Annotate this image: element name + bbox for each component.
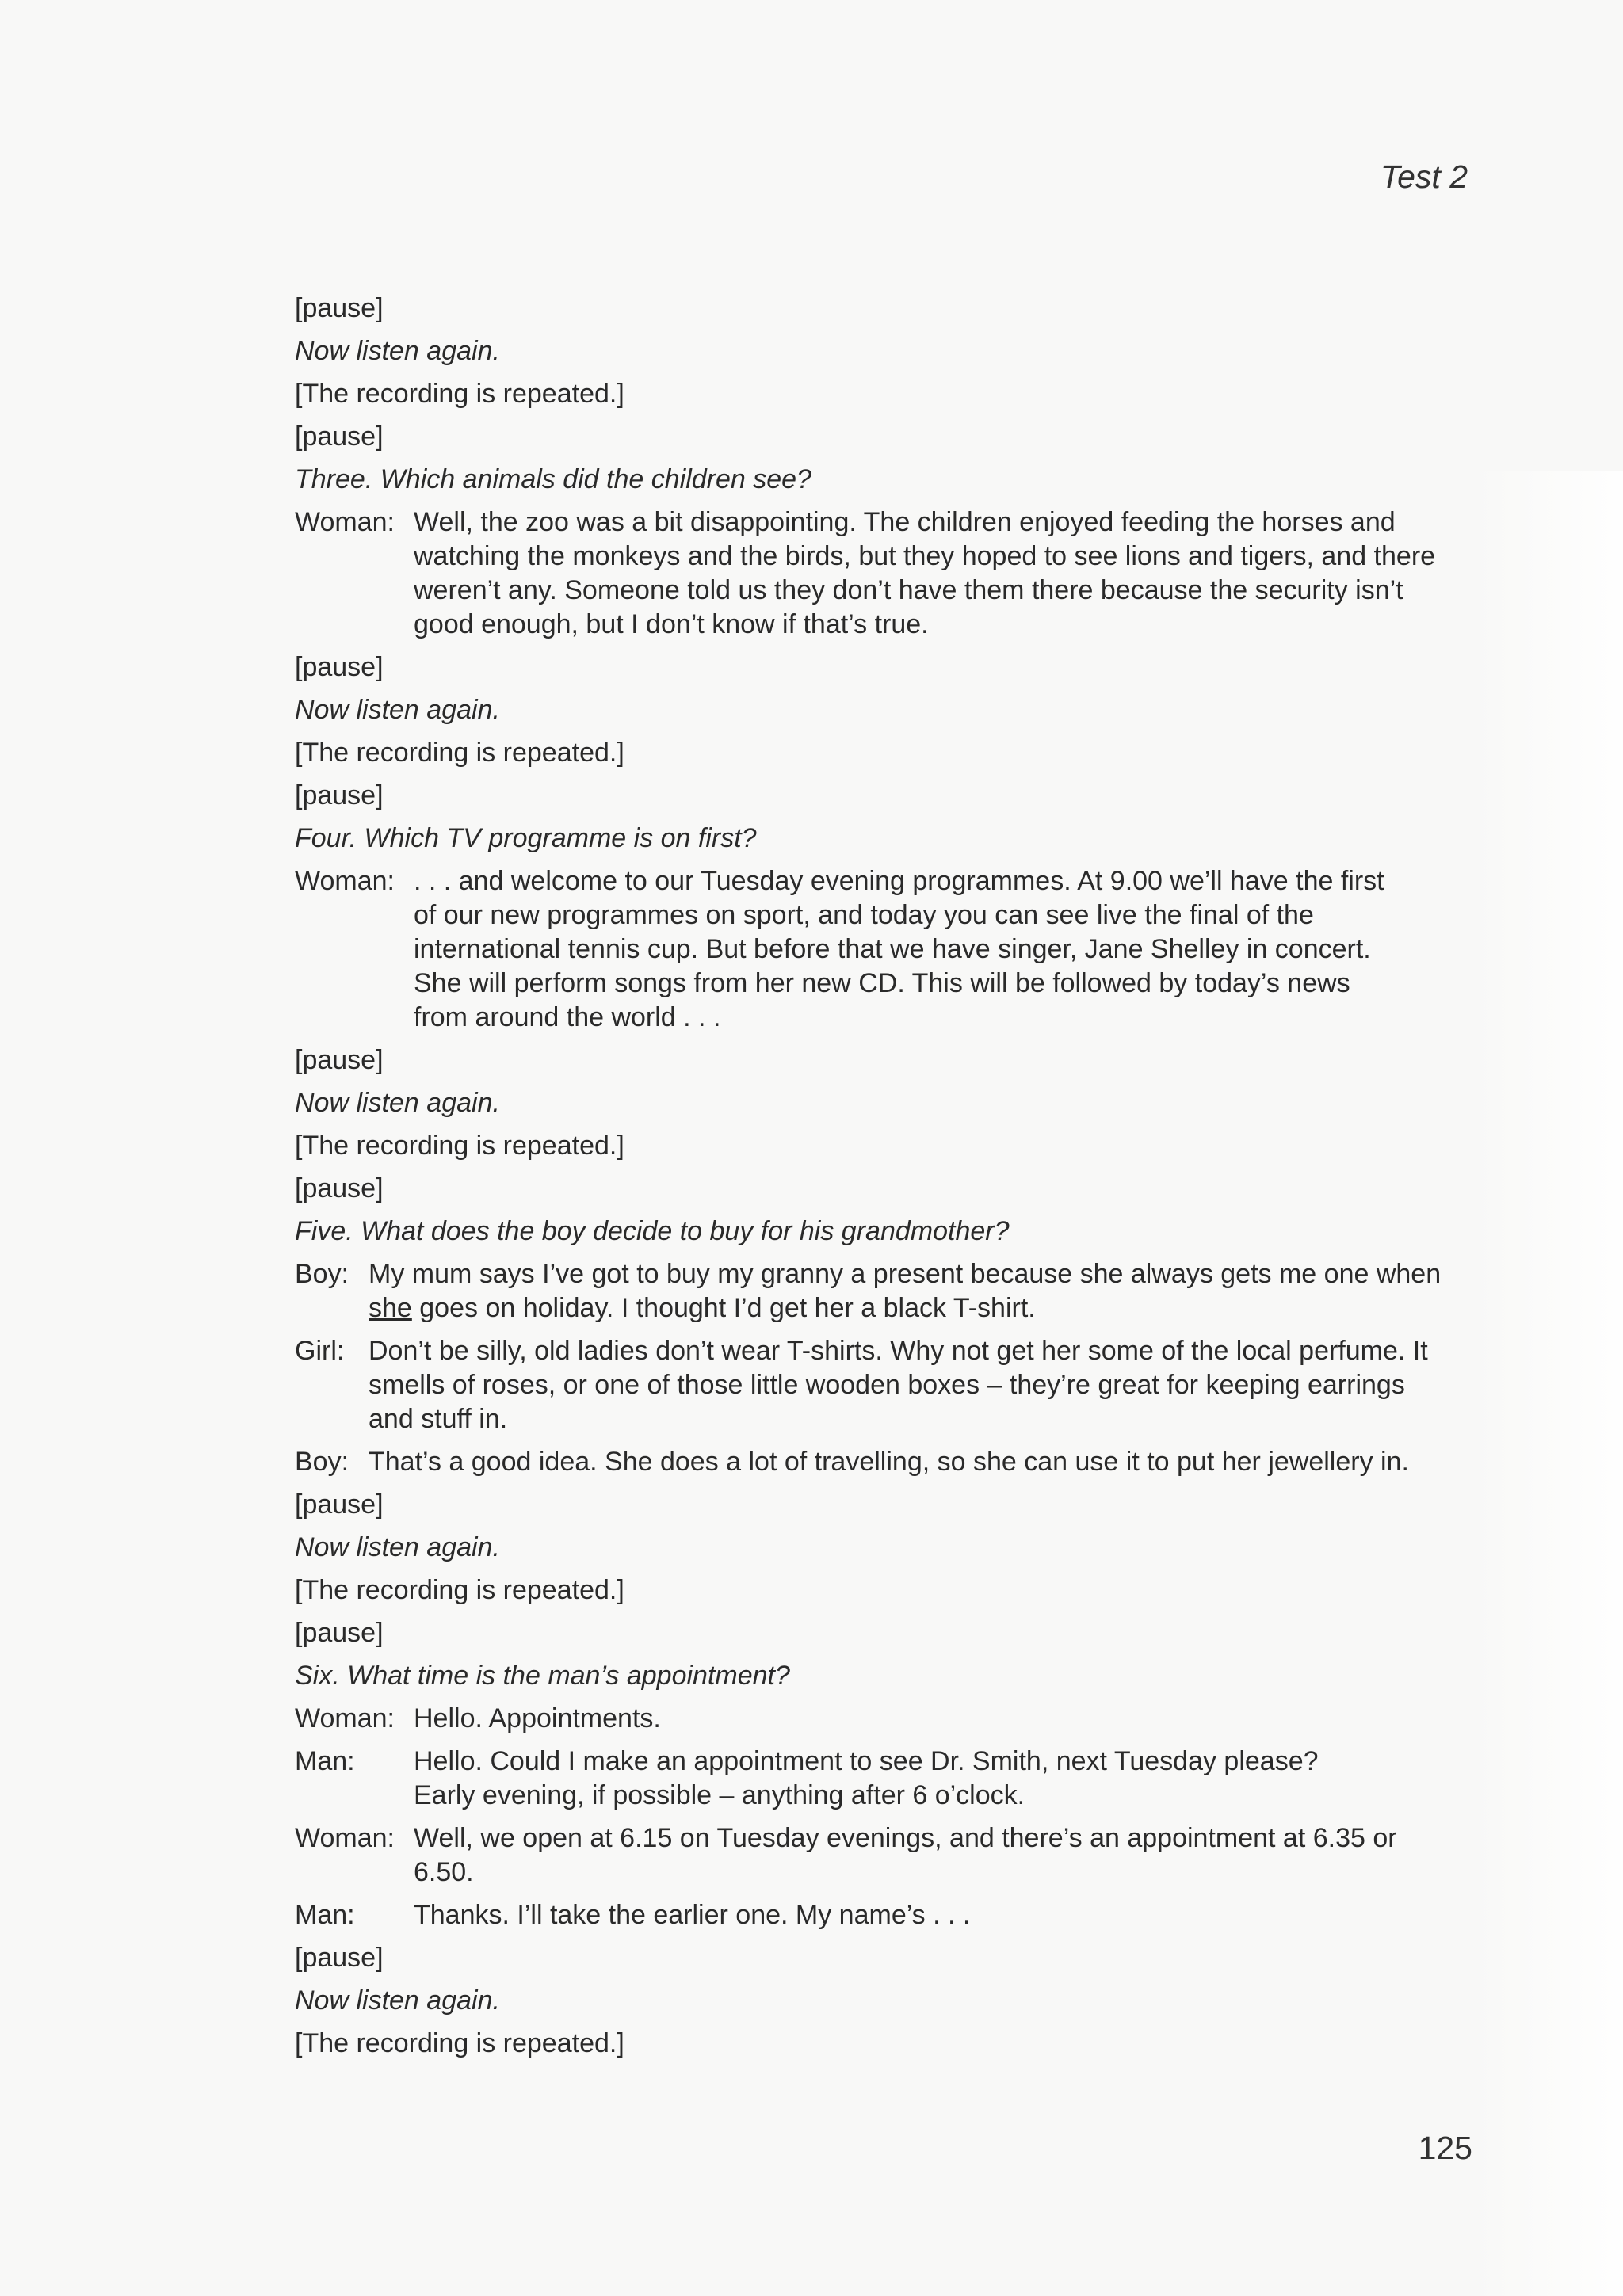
question-four: Four. Which TV programme is on first? bbox=[295, 823, 757, 853]
speech-line: smells of roses, or one of those little wooden boxes – they’re great for keeping earrings bbox=[369, 1370, 1405, 1400]
listen-again: Now listen again. bbox=[295, 695, 500, 725]
pause-marker: [pause] bbox=[295, 1943, 384, 1973]
recording-repeated: [The recording is repeated.] bbox=[295, 2028, 624, 2058]
speech-line: Hello. Appointments. bbox=[414, 1703, 661, 1733]
speaker-label: Woman: bbox=[295, 866, 395, 896]
speech-line-rest: goes on holiday. I thought I’d get her a black T-shirt. bbox=[411, 1293, 1036, 1323]
speech-text bbox=[414, 1821, 1480, 1890]
speech-line: Early evening, if possible – anything after 6 o’clock. bbox=[414, 1780, 1025, 1810]
speech-line: My mum says I’ve got to buy my granny a present because she always gets me one when bbox=[369, 1259, 1442, 1289]
dialogue-line bbox=[295, 505, 1480, 642]
speech-text bbox=[414, 1745, 1480, 1813]
dialogue-line bbox=[295, 1702, 1480, 1736]
speech-line: weren’t any. Someone told us they don’t have them there because the security isn’t bbox=[414, 575, 1403, 605]
speech-line: Thanks. I’ll take the earlier one. My name’s . . . bbox=[414, 1900, 971, 1930]
pause-marker: [pause] bbox=[295, 1173, 384, 1203]
speaker-label: Woman: bbox=[295, 1703, 395, 1733]
dialogue-line bbox=[295, 1445, 1480, 1479]
speech-line: She will perform songs from her new CD. This will be followed by today’s news bbox=[414, 968, 1350, 998]
listen-again: Now listen again. bbox=[295, 1985, 500, 2016]
speaker-label: Boy: bbox=[295, 1447, 349, 1477]
listen-again: Now listen again. bbox=[295, 1532, 500, 1562]
speech-line: good enough, but I don’t know if that’s true. bbox=[414, 609, 929, 639]
recording-repeated: [The recording is repeated.] bbox=[295, 1131, 624, 1161]
dialogue-line bbox=[295, 1898, 1480, 1932]
dialogue-line bbox=[295, 864, 1480, 1035]
speaker-label: Man: bbox=[295, 1900, 355, 1930]
pause-marker: [pause] bbox=[295, 1045, 384, 1075]
dialogue-line bbox=[295, 1334, 1480, 1436]
page-number: 125 bbox=[1418, 2130, 1472, 2166]
speech-text bbox=[414, 1898, 1480, 1932]
speech-text bbox=[369, 1334, 1480, 1436]
scan-shading bbox=[1472, 471, 1623, 2296]
speech-text bbox=[414, 505, 1480, 642]
speech-line: international tennis cup. But before that we have singer, Jane Shelley in concert. bbox=[414, 934, 1371, 964]
speech-line: watching the monkeys and the birds, but they hoped to see lions and tigers, and there bbox=[414, 541, 1436, 571]
pause-marker: [pause] bbox=[295, 1618, 384, 1648]
speech-line: Don’t be silly, old ladies don’t wear T-shirts. Why not get her some of the local perfume. It bbox=[369, 1336, 1428, 1366]
speech-line: of our new programmes on sport, and today you can see live the final of the bbox=[414, 900, 1314, 930]
speaker-label: Man: bbox=[295, 1746, 355, 1776]
speech-line: . . . and welcome to our Tuesday evening programmes. At 9.00 we’ll have the first bbox=[414, 866, 1384, 896]
speech-line: 6.50. bbox=[414, 1857, 474, 1887]
pause-marker: [pause] bbox=[295, 421, 384, 452]
speaker-label: Woman: bbox=[295, 1823, 395, 1853]
recording-repeated: [The recording is repeated.] bbox=[295, 1575, 624, 1605]
dialogue-line bbox=[295, 1745, 1480, 1813]
recording-repeated: [The recording is repeated.] bbox=[295, 379, 624, 409]
pause-marker: [pause] bbox=[295, 293, 384, 323]
pause-marker: [pause] bbox=[295, 780, 384, 810]
speech-line bbox=[369, 1291, 1480, 1325]
dialogue-line bbox=[295, 1821, 1480, 1890]
speaker-label: Girl: bbox=[295, 1336, 345, 1366]
speech-text bbox=[369, 1445, 1480, 1479]
transcript-body bbox=[295, 292, 1480, 2069]
speech-line: Hello. Could I make an appointment to see Dr. Smith, next Tuesday please? bbox=[414, 1746, 1319, 1776]
speech-line: Well, the zoo was a bit disappointing. The children enjoyed feeding the horses and bbox=[414, 507, 1396, 537]
pause-marker: [pause] bbox=[295, 1489, 384, 1520]
speech-line: and stuff in. bbox=[369, 1404, 508, 1434]
speech-text bbox=[414, 1702, 1480, 1736]
listen-again: Now listen again. bbox=[295, 336, 500, 366]
underlined-word: she bbox=[369, 1293, 412, 1323]
test-header: Test 2 bbox=[1380, 158, 1468, 195]
speaker-label: Boy: bbox=[295, 1259, 349, 1289]
listen-again: Now listen again. bbox=[295, 1088, 500, 1118]
pause-marker: [pause] bbox=[295, 652, 384, 682]
speech-line: That’s a good idea. She does a lot of travelling, so she can use it to put her jewellery in. bbox=[369, 1447, 1409, 1477]
speech-line: Well, we open at 6.15 on Tuesday evenings, and there’s an appointment at 6.35 or bbox=[414, 1823, 1397, 1853]
question-three: Three. Which animals did the children see? bbox=[295, 464, 812, 494]
speech-line: from around the world . . . bbox=[414, 1002, 721, 1032]
dialogue-line bbox=[295, 1257, 1480, 1325]
question-five: Five. What does the boy decide to buy for his grandmother? bbox=[295, 1216, 1010, 1246]
recording-repeated: [The recording is repeated.] bbox=[295, 738, 624, 768]
speech-text bbox=[414, 864, 1480, 1035]
question-six: Six. What time is the man’s appointment? bbox=[295, 1661, 790, 1691]
speech-text bbox=[369, 1257, 1480, 1325]
speaker-label: Woman: bbox=[295, 507, 395, 537]
